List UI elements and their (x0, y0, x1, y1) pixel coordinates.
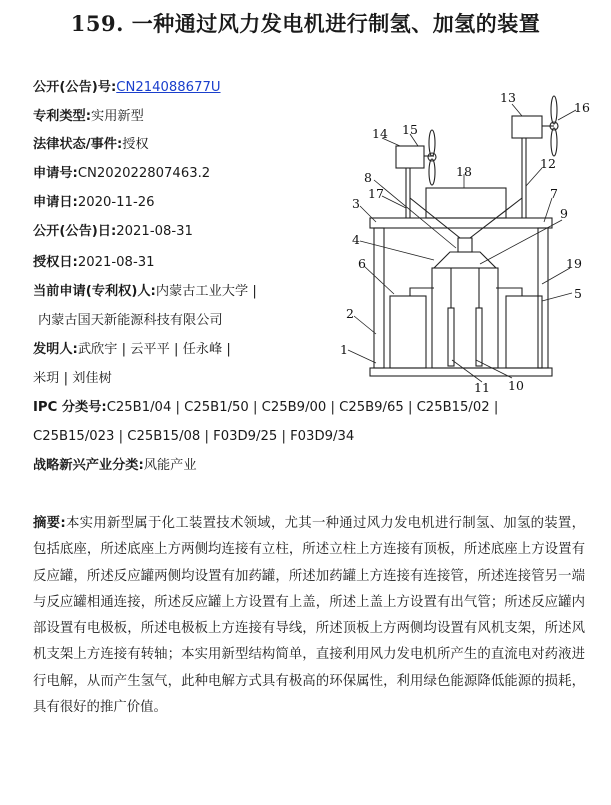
left-blade-top (429, 130, 435, 156)
electrode-left (448, 308, 454, 366)
fig-label-13: 13 (500, 90, 516, 105)
fig-label-12: 12 (540, 156, 556, 171)
type-value: 实用新型 (91, 109, 144, 124)
ipc-field (33, 399, 498, 417)
status-value: 授权 (122, 137, 149, 152)
reaction-tank (432, 268, 498, 368)
right-generator (512, 116, 542, 138)
applicant-label: 当前申请(专利权)人: (33, 284, 156, 299)
fig-label-1: 1 (340, 342, 348, 357)
status-label: 法律状态/事件: (33, 137, 123, 152)
gas-outlet (458, 238, 472, 252)
left-generator (396, 146, 424, 168)
type-label: 专利类型: (33, 109, 92, 124)
industry-field (33, 457, 197, 475)
ipc-label: IPC 分类号: (33, 400, 107, 415)
type-field (33, 108, 144, 126)
pipe-right (496, 288, 522, 296)
fig-label-7: 7 (550, 186, 558, 201)
app-date-label: 申请日: (33, 195, 78, 210)
grant-date-value: 2021-08-31 (77, 255, 155, 270)
top-plate (370, 218, 552, 228)
dosing-tank-left (390, 296, 426, 368)
app-no-value: CN202022807463.2 (77, 166, 211, 181)
page-title: 159. 一种通过风力发电机进行制氢、加氢的装置 (70, 11, 541, 36)
base-plate (370, 368, 552, 376)
fig-label-18: 18 (456, 164, 472, 179)
fig-label-5: 5 (574, 286, 582, 301)
pub-no-field (33, 79, 221, 97)
pub-date-field (33, 223, 193, 241)
pipe-left (410, 288, 434, 296)
status-field (33, 136, 149, 154)
industry-value: 风能产业 (143, 458, 197, 473)
inventor-label: 发明人: (33, 342, 78, 357)
fig-label-10: 10 (508, 378, 524, 393)
right-blade-top (551, 96, 557, 124)
applicant-line1: 内蒙古工业大学 | (155, 284, 257, 299)
abstract-text: 本实用新型属于化工装置技术领域，尤其一种通过风力发电机进行制氢、加氢的装置，包括底座，所述底座上方两侧均连接有立柱，所述立柱上方连接有顶板，所述底座上方设置有反应罐，所述反应罐两侧均设置有加药罐，所述加药罐上方连接有连接管，所述连接管另一端与反应罐相通连接，所述反应罐上方设置有上盖，所述上盖上方设置有出气管；所述反应罐内部设置有电极板，所述电极板上方连接有导线，所述顶板上方两侧均设置有风机支架，所述风机支架上方连接有转轴；本实用新型结构简单，直接利用风力发电机所产生的直流电对药液进行电解，从而产生氢气，此种电解方式具有极高的环保属性，利用绿色能源降低能源的损耗，具有很好的推广价值。 (33, 516, 585, 716)
inventor-line1: 武欣宇 | 云平平 | 任永峰 | (77, 342, 231, 357)
fig-label-11: 11 (474, 380, 490, 395)
abstract-label: 摘要: (33, 516, 66, 531)
box-18 (426, 188, 506, 218)
app-date-value: 2020-11-26 (77, 195, 155, 210)
app-no-field (33, 165, 210, 183)
fig-label-15: 15 (402, 122, 418, 137)
fig-label-14: 14 (372, 126, 388, 141)
fig-label-9: 9 (560, 206, 568, 221)
industry-label: 战略新兴产业分类: (33, 458, 144, 473)
dosing-tank-right (506, 296, 542, 368)
left-column (374, 228, 384, 368)
pub-no-label: 公开(公告)号: (33, 80, 117, 95)
applicant-field (33, 283, 257, 301)
abstract (33, 511, 585, 721)
right-column (538, 228, 548, 368)
fig-label-2: 2 (346, 306, 354, 321)
fig-label-16: 16 (574, 100, 590, 115)
pub-date-value: 2021-08-31 (116, 224, 193, 239)
applicant-line2: 内蒙古国天新能源科技有限公司 (38, 313, 223, 328)
ipc-line1: C25B1/04 | C25B1/50 | C25B9/00 | C25B9/65 | C25B15/02 | (106, 400, 499, 415)
app-date-field (33, 194, 154, 212)
fig-label-6: 6 (358, 256, 366, 271)
fig-label-8: 8 (364, 170, 372, 185)
pub-no-link[interactable]: CN214088677U (116, 80, 221, 95)
electrode-right (476, 308, 482, 366)
grant-date-label: 授权日: (33, 255, 78, 270)
pub-date-label: 公开(公告)日: (33, 224, 117, 239)
ipc-line2: C25B15/023 | C25B15/08 | F03D9/25 | F03D9/34 (33, 429, 355, 444)
app-no-label: 申请号: (33, 166, 78, 181)
left-blade-bottom (429, 159, 435, 185)
patent-figure (330, 88, 595, 398)
grant-date-field (33, 254, 154, 272)
fig-label-19: 19 (566, 256, 582, 271)
right-blade-bottom (551, 128, 557, 156)
inventor-line2: 米玥 | 刘佳树 (33, 371, 112, 386)
inventor-field (33, 341, 231, 359)
fig-label-3: 3 (352, 196, 360, 211)
fig-label-4: 4 (352, 232, 360, 247)
fig-label-17: 17 (368, 186, 384, 201)
